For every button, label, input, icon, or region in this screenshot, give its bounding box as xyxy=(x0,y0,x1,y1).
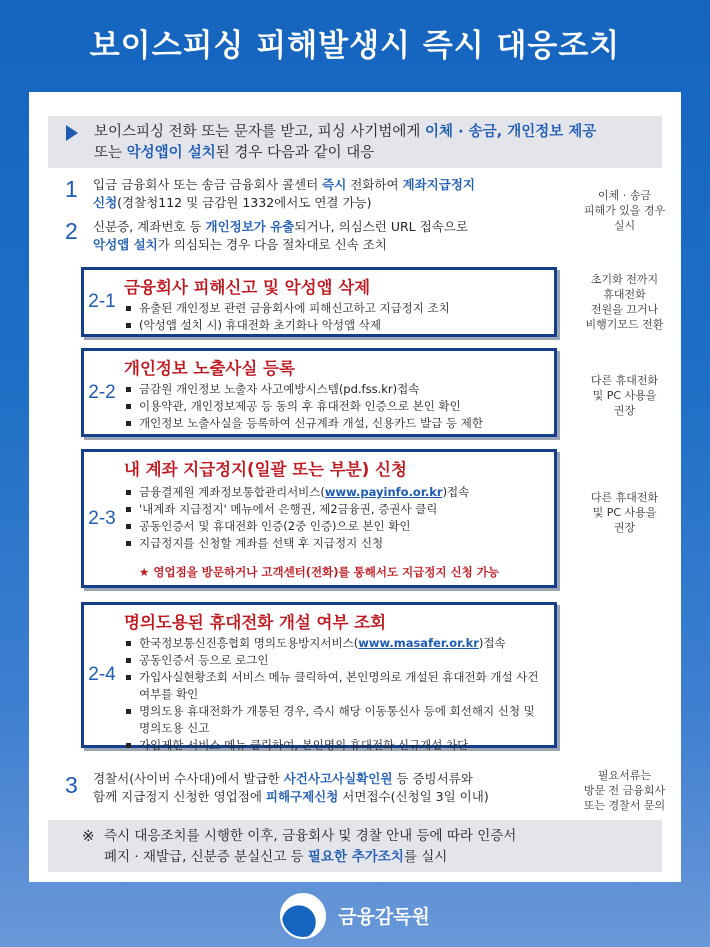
triangle-bullet-icon xyxy=(66,125,78,141)
text: 한국정보통신진흥협회 명의도용방지서비스( xyxy=(139,636,359,650)
list-item xyxy=(124,484,548,501)
highlight: 필요한 추가조치 xyxy=(307,849,404,865)
text: 신분증, 계좌번호 등 xyxy=(93,219,206,234)
box-title: 명의도용된 휴대전화 개설 여부 조회 xyxy=(124,613,387,632)
list-item xyxy=(124,635,548,652)
side-line: 및 PC 사용을 xyxy=(592,506,657,519)
list-item: (악성앱 설치 시) 휴대전화 초기화나 악성앱 삭제 xyxy=(124,317,548,334)
box-2-2 xyxy=(81,348,557,437)
text: 함께 지급정지 신청한 영업점에 xyxy=(93,789,266,804)
text: 되거나, 의심스런 URL 접속으로 xyxy=(294,219,468,234)
list-item: 이용약관, 개인정보제공 등 동의 후 휴대전화 인증으로 본인 확인 xyxy=(124,398,548,415)
intro-text: 된 경우 다음과 같이 대응 xyxy=(215,145,375,161)
list-item: 개인정보 노출사실을 등록하여 신규계좌 개설, 신용카드 발급 등 제한 xyxy=(124,415,548,432)
box-2-1 xyxy=(81,267,557,337)
side-line: 비행기모드 전환 xyxy=(585,318,664,331)
intro-line-2 xyxy=(94,143,654,164)
side-line: 필요서류는 xyxy=(597,769,652,782)
side-line: 이체 · 송금 xyxy=(598,189,651,202)
text: 가 의심되는 경우 다음 절차대로 신속 조치 xyxy=(157,237,387,252)
intro-box xyxy=(48,116,662,168)
page-title: 보이스피싱 피해발생시 즉시 대응조치 xyxy=(89,28,621,64)
box-2-3 xyxy=(81,449,557,588)
box-label: 2-4 xyxy=(88,664,116,685)
box-note: ★ 영업점을 방문하거나 고객센터(전화)를 통해서도 지급정지 신청 가능 xyxy=(139,565,499,579)
side-line: 다른 휴대전화 xyxy=(590,374,659,387)
highlight: 사건사고사실확인원 xyxy=(283,771,393,786)
box-title: 개인정보 노출사실 등록 xyxy=(124,359,295,378)
box-2-4 xyxy=(81,602,557,752)
text: 서면접수(신청일 3일 이내) xyxy=(338,789,489,804)
box-label: 2-3 xyxy=(88,507,116,529)
side-note-2-1 xyxy=(572,272,677,332)
payinfo-link[interactable]: www.payinfo.or.kr xyxy=(324,485,443,499)
highlight: 악성앱 설치 xyxy=(93,237,158,252)
box-list xyxy=(124,300,548,334)
masafer-link[interactable]: www.masafer.or.kr xyxy=(358,636,479,650)
side-line: 권장 xyxy=(613,404,636,417)
step-1-number: 1 xyxy=(65,176,78,202)
list-item: 명의도용 휴대전화가 개통된 경우, 즉시 해당 이동통신사 등에 회선해지 신청 및 명의도용 신고 xyxy=(124,703,548,737)
fss-logo-icon xyxy=(280,893,326,939)
bottom-line-1: 즉시 대응조치를 시행한 이후, 금융회사 및 경찰 안내 등에 따라 인증서 xyxy=(104,828,517,844)
reference-mark-icon: ※ xyxy=(82,827,95,845)
highlight: 즉시 xyxy=(322,177,347,192)
intro-text: 또는 xyxy=(94,145,127,161)
side-line: 방문 전 금융회사 xyxy=(583,784,666,797)
highlight: 개인정보가 유출 xyxy=(205,219,295,234)
text: 입금 금융회사 또는 송금 금융회사 콜센터 xyxy=(93,177,323,192)
highlight: 신청 xyxy=(93,195,118,210)
box-title: 내 계좌 지급정지(일괄 또는 부분) 신청 xyxy=(124,460,407,479)
side-note-2-2 xyxy=(572,373,677,418)
intro-highlight: 이체 · 송금, 개인정보 제공 xyxy=(425,124,597,140)
side-line: 전원을 끄거나 xyxy=(590,303,659,316)
side-line: 및 PC 사용을 xyxy=(592,389,657,402)
step-1-text xyxy=(93,176,563,212)
side-line: 다른 휴대전화 xyxy=(590,491,659,504)
text: 등 증빙서류와 xyxy=(392,771,473,786)
list-item: 가입사실현황조회 서비스 메뉴 클릭하여, 본인명의로 개설된 휴대전화 개설 사건여부를 확인 xyxy=(124,669,548,703)
text: 폐지 · 재발급, 신분증 분실신고 등 xyxy=(104,849,308,865)
side-note-3 xyxy=(572,768,677,813)
list-item: 금감원 개인정보 노출자 사고예방시스템(pd.fss.kr)접속 xyxy=(124,381,548,398)
text: 경찰서(사이버 수사대)에서 발급한 xyxy=(93,771,284,786)
list-item: '내계좌 지급정지' 메뉴에서 은행권, 제2금융권, 증권사 클릭 xyxy=(124,501,548,518)
list-item: 지급정지를 신청할 계좌를 선택 후 지급정지 신청 xyxy=(124,535,548,552)
bottom-line-2 xyxy=(104,847,652,868)
side-note-1 xyxy=(572,188,677,233)
text: (경찰청112 및 금감원 1332에서도 연결 가능) xyxy=(117,195,372,210)
list-item: 공동인증서 및 휴대전화 인증(2중 인증)으로 본인 확인 xyxy=(124,518,548,535)
content-card xyxy=(29,92,681,882)
side-line: 휴대전화 xyxy=(603,288,646,301)
box-list xyxy=(124,484,548,552)
side-line: 권장 xyxy=(613,521,636,534)
list-item: 유출된 개인정보 관련 금융회사에 피해신고하고 지급정지 조치 xyxy=(124,300,548,317)
footer xyxy=(0,884,710,947)
side-line: 피해가 있을 경우 xyxy=(583,204,666,217)
intro-line-1 xyxy=(94,122,654,143)
highlight: 계좌지급정지 xyxy=(402,177,475,192)
text: )접속 xyxy=(442,485,470,499)
side-note-2-3 xyxy=(572,490,677,535)
side-line: 실시 xyxy=(613,219,636,232)
intro-text: 보이스피싱 전화 또는 문자를 받고, 피싱 사기범에게 xyxy=(94,124,426,140)
bottom-note xyxy=(48,820,662,872)
side-line: 또는 경찰서 문의 xyxy=(583,799,666,812)
text: 전화하여 xyxy=(346,177,403,192)
box-label: 2-2 xyxy=(88,381,116,403)
text: 금융결제원 계좌정보통합관리서비스( xyxy=(139,485,325,499)
step-2-number: 2 xyxy=(65,218,78,244)
step-3-number: 3 xyxy=(65,772,78,798)
footer-org-name: 금융감독원 xyxy=(338,906,430,928)
intro-highlight: 악성앱이 설치 xyxy=(126,145,216,161)
box-list xyxy=(124,381,548,432)
text: 를 실시 xyxy=(403,849,448,865)
box-label: 2-1 xyxy=(88,291,116,312)
box-title: 금융회사 피해신고 및 악성앱 삭제 xyxy=(124,278,371,297)
list-item: 가입제한 서비스 메뉴 클릭하여, 본인명의 휴대전화 신규개설 차단 xyxy=(124,737,548,754)
list-item: 공동인증서 등으로 로그인 xyxy=(124,652,548,669)
text: )접속 xyxy=(478,636,506,650)
step-2-text xyxy=(93,218,563,254)
highlight: 피해구제신청 xyxy=(265,789,339,804)
side-line: 초기화 전까지 xyxy=(590,273,659,286)
step-3-text xyxy=(93,770,563,806)
box-list xyxy=(124,635,548,754)
